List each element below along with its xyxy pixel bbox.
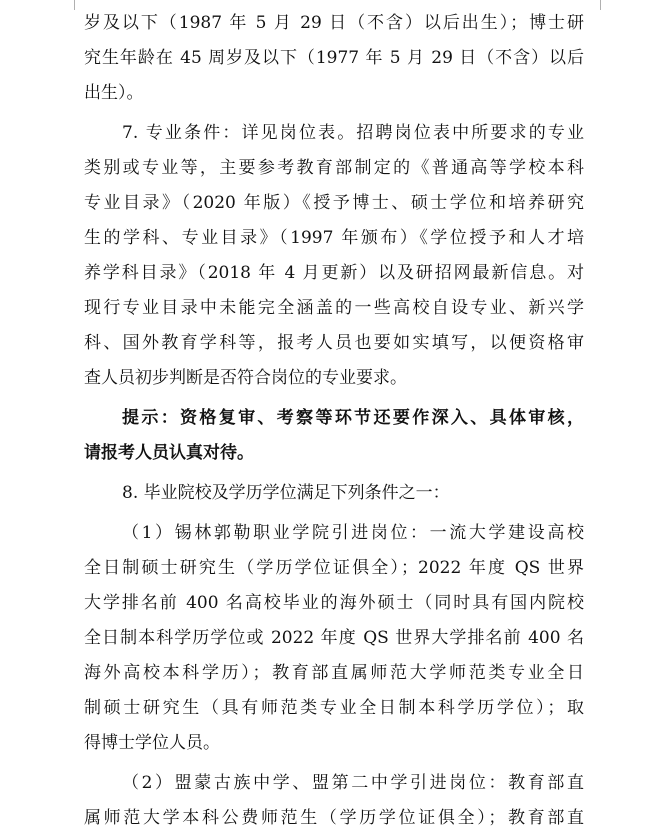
text-line: 海外高校本科学历）；教育部直属师范大学师范类专业全日	[84, 663, 584, 683]
item-2-start: （2）盟蒙古族中学、盟第二中学引进岗位：教育部直	[122, 773, 584, 793]
text-line: 大学排名前 400 名高校毕业的海外硕士（同时具有国内院校	[84, 593, 584, 613]
paragraph-7-start: 7. 专业条件：详见岗位表。招聘岗位表中所要求的专业	[122, 123, 584, 143]
right-margin-mark	[600, 0, 601, 10]
text-line: 岁及以下（1987 年 5 月 29 日（不含）以后出生）；博士研	[84, 13, 584, 33]
text-line: 现行专业目录中未能完全涵盖的一些高校自设专业、新兴学	[84, 298, 584, 318]
notice-line: 请报考人员认真对待。	[84, 443, 254, 463]
paragraph-8-heading: 8. 毕业院校及学历学位满足下列条件之一：	[122, 483, 450, 503]
text-line: 全日制本科学历学位或 2022 年度 QS 世界大学排名前 400 名	[84, 628, 584, 648]
text-line: 养学科目录》（2018 年 4 月更新）以及研招网最新信息。对	[84, 263, 584, 283]
text-line: 制硕士研究生（具有师范类专业全日制本科学历学位）；取	[84, 698, 584, 718]
document-body	[84, 6, 584, 836]
item-1-start: （1）锡林郭勒职业学院引进岗位：一流大学建设高校	[122, 523, 584, 543]
left-margin-mark	[74, 0, 75, 10]
text-line: 全日制硕士研究生（学历学位证俱全）；2022 年度 QS 世界	[84, 558, 584, 578]
text-line: 专业目录》（2020 年版）《授予博士、硕士学位和培养研究	[84, 193, 584, 213]
text-line: 科、国外教育学科等，报考人员也要如实填写，以便资格审	[84, 333, 584, 353]
text-line: 查人员初步判断是否符合岗位的专业要求。	[84, 368, 407, 388]
text-line: 出生）。	[84, 83, 144, 103]
text-line: 究生年龄在 45 周岁及以下（1977 年 5 月 29 日（不含）以后	[84, 48, 584, 68]
notice-line: 提示：资格复审、考察等环节还要作深入、具体审核，	[122, 408, 584, 428]
text-line: 属师范大学本科公费师范生（学历学位证俱全）；教育部直	[84, 808, 584, 828]
text-line: 生的学科、专业目录》（1997 年颁布）《学位授予和人才培	[84, 228, 584, 248]
text-line: 得博士学位人员。	[84, 733, 220, 753]
text-line: 类别或专业等，主要参考教育部制定的《普通高等学校本科	[84, 158, 584, 178]
